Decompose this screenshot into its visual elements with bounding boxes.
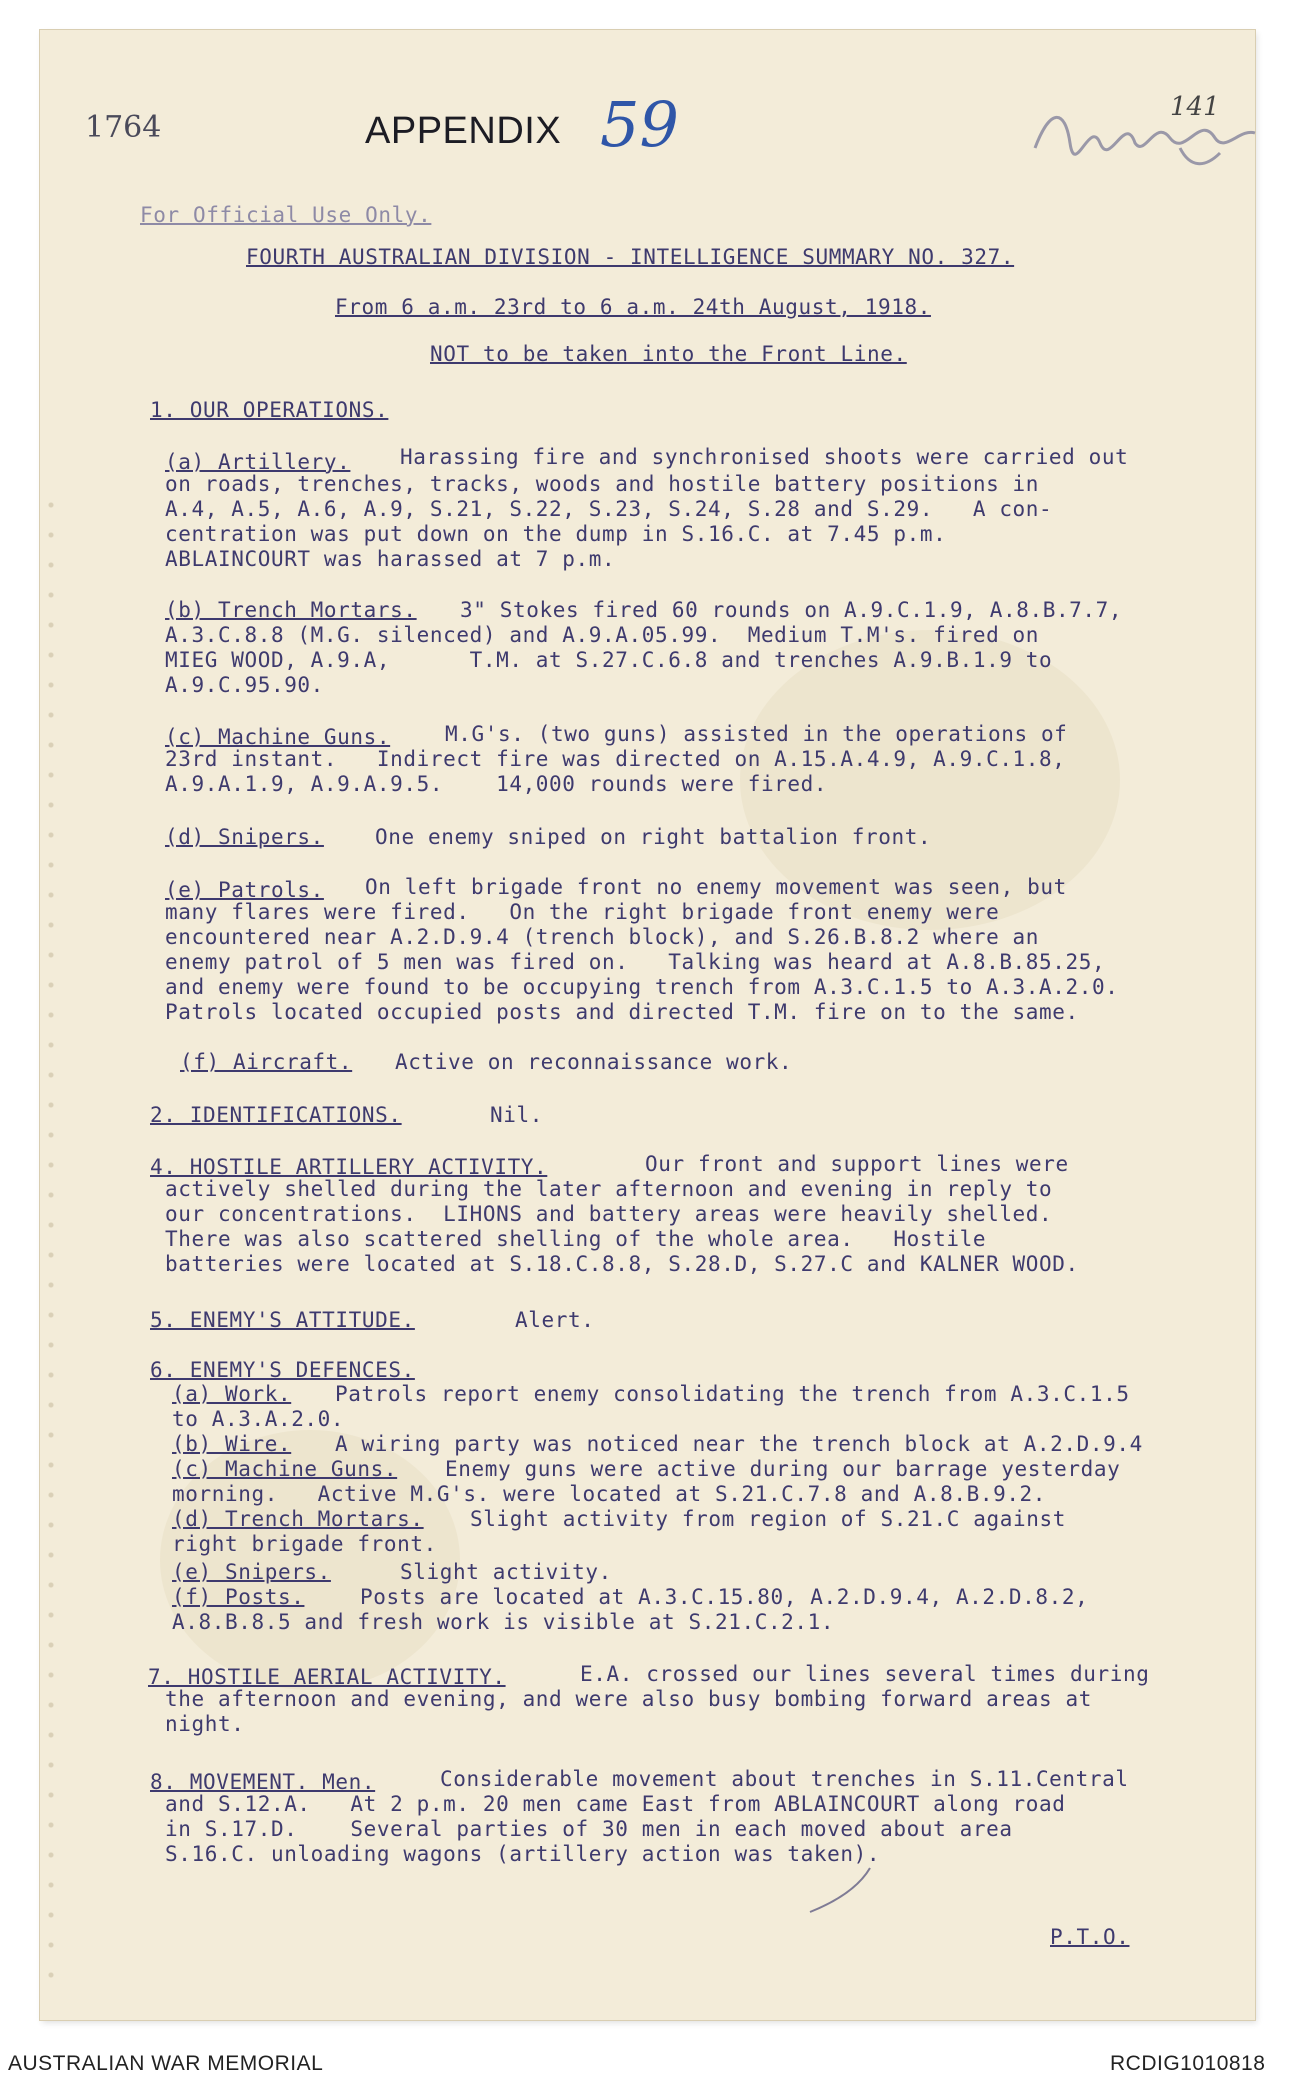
artillery-line: centration was put down on the dump in S.16.C. at 7.45 p.m. bbox=[165, 522, 947, 546]
machine-guns-line: 23rd instant. Indirect fire was directed on A.15.A.4.9, A.9.C.1.8, bbox=[165, 747, 1066, 771]
machine-guns-line: A.9.A.1.9, A.9.A.9.5. 14,000 rounds were fired. bbox=[165, 772, 828, 796]
defences-item-label: (b) Wire. bbox=[172, 1432, 292, 1456]
front-line-restriction: NOT to be taken into the Front Line. bbox=[430, 342, 907, 366]
defences-item-label: (d) Trench Mortars. bbox=[172, 1507, 424, 1531]
defences-item-line: morning. Active M.G's. were located at S.21.C.7.8 and A.8.B.9.2. bbox=[172, 1482, 1047, 1506]
snipers-label: (d) Snipers. bbox=[165, 825, 324, 849]
summary-title: FOURTH AUSTRALIAN DIVISION - INTELLIGENCE SUMMARY NO. 327. bbox=[246, 245, 1015, 269]
patrols-line: Patrols located occupied posts and directed T.M. fire on to the same. bbox=[165, 1000, 1079, 1024]
hostile-artillery-line: batteries were located at S.18.C.8.8, S.28.D, S.27.C and KALNER WOOD. bbox=[165, 1252, 1079, 1276]
pto-label: P.T.O. bbox=[1050, 1925, 1130, 1949]
hostile-artillery-line: There was also scattered shelling of the whole area. Hostile bbox=[165, 1227, 987, 1251]
snipers-line: One enemy sniped on right battalion front. bbox=[375, 825, 932, 849]
hostile-artillery-line: actively shelled during the later afternoon and evening in reply to bbox=[165, 1177, 1053, 1201]
defences-item-label: (f) Posts. bbox=[172, 1585, 305, 1609]
hostile-aerial-line: E.A. crossed our lines several times during bbox=[580, 1662, 1150, 1686]
defences-item-line: Posts are located at A.3.C.15.80, A.2.D.9.4, A.2.D.8.2, bbox=[360, 1585, 1089, 1609]
movement-line: and S.12.A. At 2 p.m. 20 men came East from ABLAINCOURT along road bbox=[165, 1792, 1066, 1816]
summary-period: From 6 a.m. 23rd to 6 a.m. 24th August, 1918. bbox=[335, 295, 931, 319]
defences-item-line: Enemy guns were active during our barrage yesterday bbox=[445, 1457, 1121, 1481]
footer-source: AUSTRALIAN WAR MEMORIAL bbox=[8, 2052, 324, 2075]
defences-item-line: right brigade front. bbox=[172, 1532, 437, 1556]
artillery-line: on roads, trenches, tracks, woods and hostile battery positions in bbox=[165, 472, 1040, 496]
patrols-line: On left brigade front no enemy movement was seen, but bbox=[365, 875, 1067, 899]
hostile-artillery-line: our concentrations. LIHONS and battery areas were heavily shelled. bbox=[165, 1202, 1053, 1226]
hostile-aerial-line: night. bbox=[165, 1712, 245, 1736]
appendix-label: APPENDIX bbox=[365, 110, 562, 152]
section-heading: 6. ENEMY'S DEFENCES. bbox=[150, 1358, 415, 1382]
machine-guns-line: M.G's. (two guns) assisted in the operations of bbox=[445, 722, 1068, 746]
defences-item-label: (e) Snipers. bbox=[172, 1560, 331, 1584]
appendix-number: 59 bbox=[600, 88, 679, 161]
stamp-number: 1764 bbox=[85, 110, 162, 145]
patrols-label: (e) Patrols. bbox=[165, 878, 324, 902]
artillery-line: Harassing fire and synchronised shoots were carried out bbox=[400, 445, 1129, 469]
patrols-line: enemy patrol of 5 men was fired on. Talking was heard at A.8.B.85.25, bbox=[165, 950, 1106, 974]
defences-item-line: Slight activity. bbox=[400, 1560, 612, 1584]
pen-stroke bbox=[790, 1860, 880, 1920]
hostile-artillery-line: Our front and support lines were bbox=[645, 1152, 1069, 1176]
machine-guns-label: (c) Machine Guns. bbox=[165, 725, 391, 749]
section-heading: 1. OUR OPERATIONS. bbox=[150, 398, 389, 422]
defences-item-line: A.8.B.8.5 and fresh work is visible at S.21.C.2.1. bbox=[172, 1610, 835, 1634]
trench-mortars-line: 3" Stokes fired 60 rounds on A.9.C.1.9, A.8.B.7.7, bbox=[460, 598, 1123, 622]
trench-mortars-line: MIEG WOOD, A.9.A, T.M. at S.27.C.6.8 and trenches A.9.B.1.9 to bbox=[165, 648, 1053, 672]
section-heading: 2. IDENTIFICATIONS. bbox=[150, 1103, 402, 1127]
aircraft-label: (f) Aircraft. bbox=[180, 1050, 353, 1074]
aircraft-line: Active on reconnaissance work. bbox=[395, 1050, 793, 1074]
defences-item-line: Patrols report enemy consolidating the trench from A.3.C.1.5 bbox=[335, 1382, 1130, 1406]
war-diary-signature bbox=[1030, 98, 1260, 173]
section-heading: 5. ENEMY'S ATTITUDE. bbox=[150, 1308, 415, 1332]
defences-item-line: Slight activity from region of S.21.C against bbox=[470, 1507, 1066, 1531]
artillery-line: ABLAINCOURT was harassed at 7 p.m. bbox=[165, 547, 616, 571]
section-heading: 7. HOSTILE AERIAL ACTIVITY. bbox=[148, 1665, 506, 1689]
punch-holes bbox=[44, 490, 58, 1990]
patrols-line: many flares were fired. On the right brigade front enemy were bbox=[165, 900, 1000, 924]
identifications-text: Nil. bbox=[490, 1103, 543, 1127]
defences-item-line: A wiring party was noticed near the trench block at A.2.D.9.4 bbox=[335, 1432, 1143, 1456]
section-heading: 8. MOVEMENT. Men. bbox=[150, 1770, 376, 1794]
official-use-line: For Official Use Only. bbox=[140, 203, 432, 227]
movement-line: S.16.C. unloading wagons (artillery action was taken). bbox=[165, 1842, 881, 1866]
patrols-line: and enemy were found to be occupying trench from A.3.C.1.5 to A.3.A.2.0. bbox=[165, 975, 1119, 999]
section-heading: 4. HOSTILE ARTILLERY ACTIVITY. bbox=[150, 1155, 548, 1179]
trench-mortars-line: A.3.C.8.8 (M.G. silenced) and A.9.A.05.99. Medium T.M's. fired on bbox=[165, 623, 1040, 647]
movement-line: in S.17.D. Several parties of 30 men in each moved about area bbox=[165, 1817, 1013, 1841]
movement-line: Considerable movement about trenches in S.11.Central bbox=[440, 1767, 1129, 1791]
footer-reference: RCDIG1010818 bbox=[1110, 2052, 1266, 2075]
artillery-label: (a) Artillery. bbox=[165, 450, 351, 474]
trench-mortars-label: (b) Trench Mortars. bbox=[165, 598, 417, 622]
patrols-line: encountered near A.2.D.9.4 (trench block), and S.26.B.8.2 where an bbox=[165, 925, 1040, 949]
artillery-line: A.4, A.5, A.6, A.9, S.21, S.22, S.23, S.24, S.28 and S.29. A con- bbox=[165, 497, 1053, 521]
hostile-aerial-line: the afternoon and evening, and were also busy bombing forward areas at bbox=[165, 1687, 1093, 1711]
defences-item-line: to A.3.A.2.0. bbox=[172, 1407, 345, 1431]
trench-mortars-line: A.9.C.95.90. bbox=[165, 673, 324, 697]
enemy-attitude-text: Alert. bbox=[515, 1308, 595, 1332]
page-number: 141 bbox=[1170, 92, 1220, 122]
defences-item-label: (a) Work. bbox=[172, 1382, 292, 1406]
defences-item-label: (c) Machine Guns. bbox=[172, 1457, 398, 1481]
